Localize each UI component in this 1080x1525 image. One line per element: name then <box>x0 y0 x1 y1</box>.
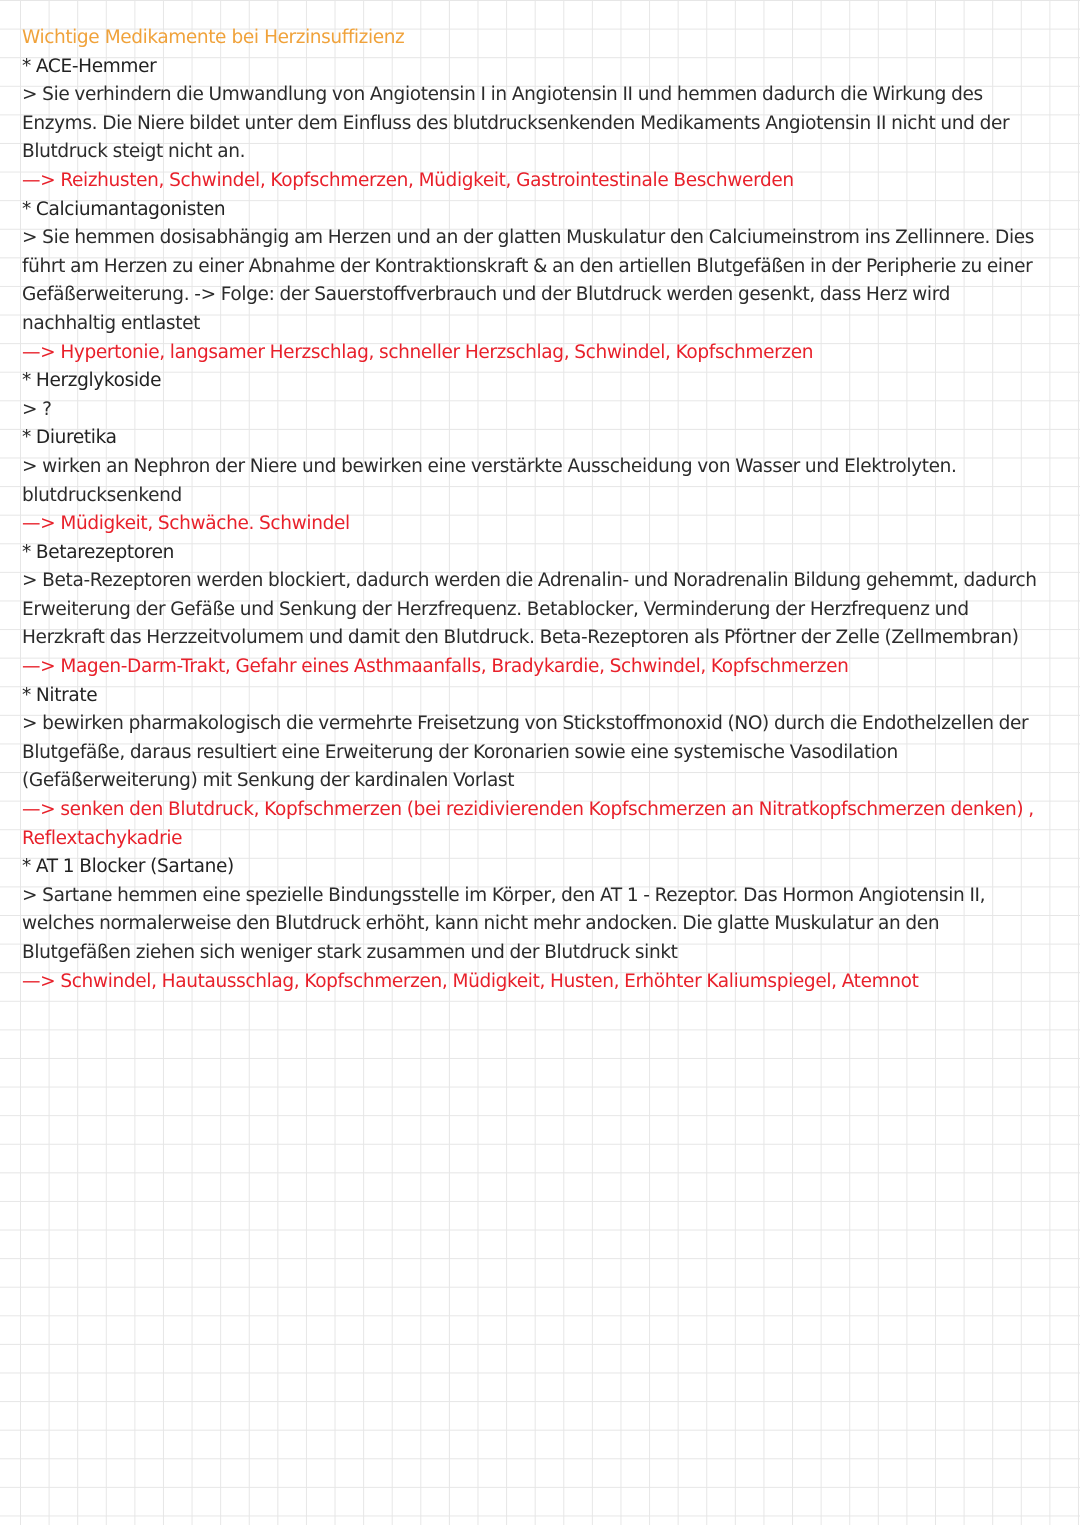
page-title: Wichtige Medikamente bei Herzinsuffizienz <box>22 27 405 48</box>
drug-description: > bewirken pharmakologisch die vermehrte Freisetzung von Stickstoffmonoxid (NO) durch die Endothelzellen der Blutgefäße, daraus resultiert eine Erweiterung der Koronarien sowie eine systemische Vasodilation (Gefäßerweiterung) mit Senkung der kardinalen Vorlast <box>22 713 1029 792</box>
drug-description: > Beta-Rezeptoren werden blockiert, dadurch werden die Adrenalin- und Noradrenalin Bildung gehemmt, dadurch Erweiterung der Gefäße und Senkung der Herzfrequenz. Betablocker, Verminderung der Herzfrequenz und Herzkraft das Herzzeitvolumem und damit den Blutdruck. Beta-Rezeptoren als Pförtner der Zelle (Zellmembran) <box>22 570 1037 649</box>
drug-name: * AT 1 Blocker (Sartane) <box>22 856 234 878</box>
drug-herzglykoside <box>22 367 1042 424</box>
drug-side-effects: —> Hypertonie, langsamer Herzschlag, schneller Herzschlag, Schwindel, Kopfschmerzen <box>22 341 814 363</box>
drug-side-effects: —> Magen-Darm-Trakt, Gefahr eines Asthmaanfalls, Bradykardie, Schwindel, Kopfschmerzen <box>22 656 849 678</box>
drug-calciumantagonisten <box>22 196 1042 368</box>
drug-description: > wirken an Nephron der Niere und bewirken eine verstärkte Ausscheidung von Wasser und Elektrolyten. blutdrucksenkend <box>22 455 957 506</box>
notes-page <box>22 24 1042 996</box>
drug-side-effects: —> Schwindel, Hautausschlag, Kopfschmerzen, Müdigkeit, Husten, Erhöhter Kaliumspiegel, Atemnot <box>22 970 919 992</box>
drug-ace-hemmer <box>22 53 1042 196</box>
drug-name: * Calciumantagonisten <box>22 198 226 220</box>
drug-side-effects: —> senken den Blutdruck, Kopfschmerzen (bei rezidivierenden Kopfschmerzen an Nitratkopfschmerzen denken) , Reflextachykadrie <box>22 799 1034 849</box>
drug-description: > Sie hemmen dosisabhängig am Herzen und an der glatten Muskulatur den Calciumeinstrom ins Zellinnere. Dies führt am Herzen zu einer Abnahme der Kontraktionskraft & an den artiellen Blutgefäßen in der Peripherie zu einer Gefäßerweiterung. -> Folge: der Sauerstoffverbrauch und der Blutdruck werden gesenkt, dass Herz wird nachhaltig entlastet <box>22 227 1035 334</box>
drug-description: > Sartane hemmen eine spezielle Bindungsstelle im Körper, den AT 1 - Rezeptor. Das Hormon Angiotensin II, welches normalerweise den Blutdruck erhöht, kann nicht mehr andocken. Die glatte Muskulatur an den Blutgefäßen ziehen sich weniger stark zusammen und der Blutdruck sinkt <box>22 884 986 963</box>
drug-name: * Betarezeptoren <box>22 541 174 563</box>
drug-name: * Herzglykoside <box>22 370 162 392</box>
drug-side-effects: —> Reizhusten, Schwindel, Kopfschmerzen, Müdigkeit, Gastrointestinale Beschwerden <box>22 169 794 191</box>
drug-side-effects: —> Müdigkeit, Schwäche. Schwindel <box>22 513 350 535</box>
drug-name: * Nitrate <box>22 684 98 706</box>
drug-description: > ? <box>22 398 52 420</box>
drug-description: > Sie verhindern die Umwandlung von Angiotensin I in Angiotensin II und hemmen dadurch die Wirkung des Enzyms. Die Niere bildet unter dem Einfluss des blutdrucksenkenden Medikaments Angiotensin II nicht und der Blutdruck steigt nicht an. <box>22 84 1010 163</box>
drug-diuretika <box>22 424 1042 538</box>
drug-sartane <box>22 853 1042 996</box>
drug-name: * ACE-Hemmer <box>22 55 157 77</box>
drug-nitrate <box>22 682 1042 854</box>
drug-name: * Diuretika <box>22 427 117 449</box>
drug-betarezeptoren <box>22 539 1042 682</box>
